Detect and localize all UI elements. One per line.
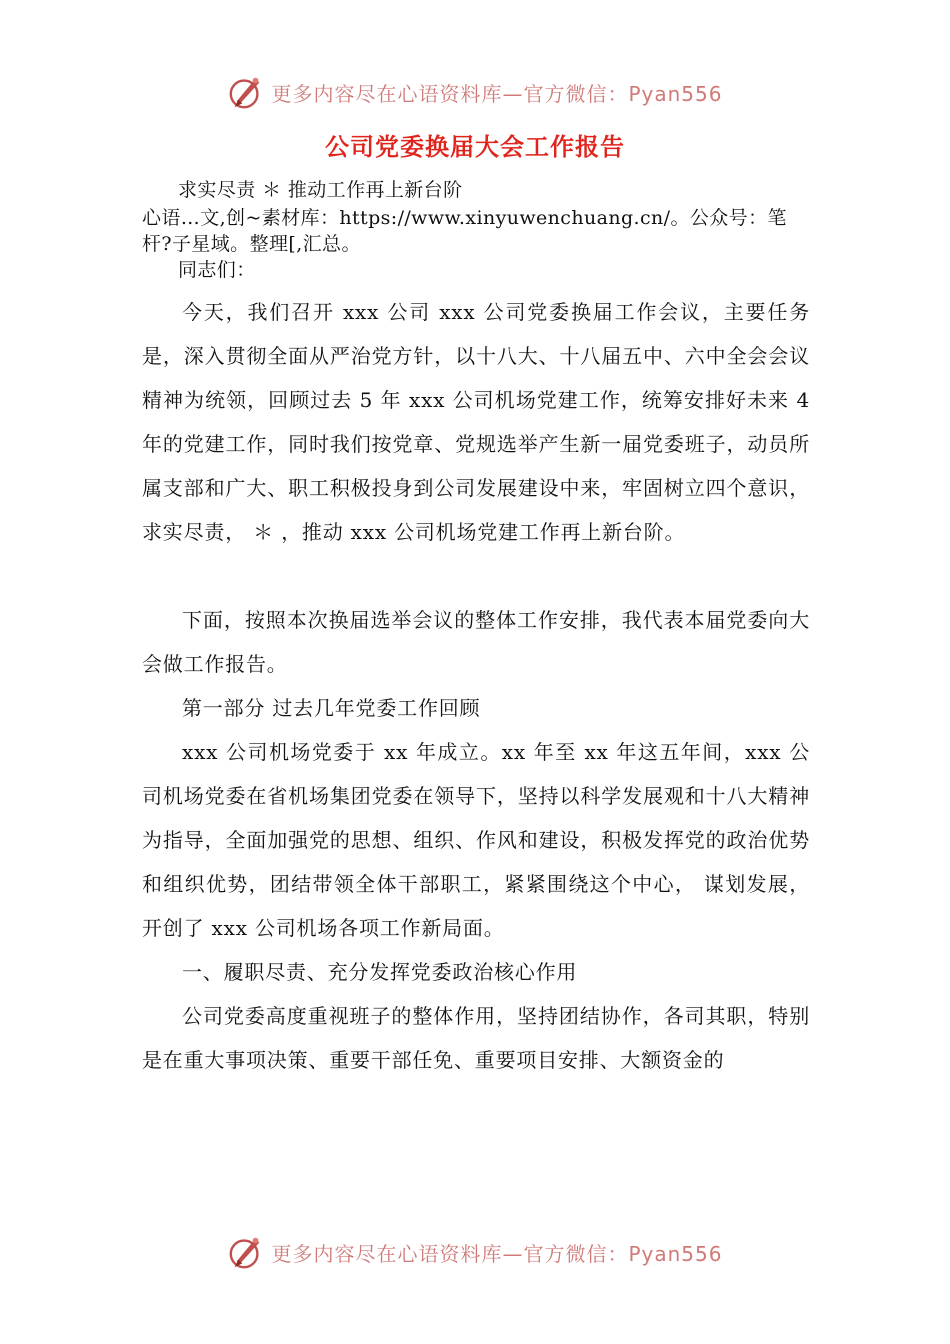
greeting: 同志们： [178,259,256,281]
watermark-banner-bottom [0,1228,950,1276]
section-heading-item-one: 一、履职尽责、充分发挥党委政治核心作用 [182,960,578,984]
watermark-text: 更多内容尽在心语资料库—官方微信：Pyan556 [271,81,723,106]
source-line-1: 心语…文,创~素材库：https://www.xinyuwenchuang.cn/。公众号：笔 [142,207,787,229]
section-heading-part-one: 第一部分 过去几年党委工作回顾 [182,696,481,720]
source-line-2: 杆?子星域。整理[,汇总。 [142,233,361,255]
watermark-text: 更多内容尽在心语资料库—官方微信：Pyan556 [271,1241,723,1266]
paragraph-review: xxx 公司机场党委于 xx 年成立。xx 年至 xx 年这五年间，xxx 公司机场党委在省机场集团党委在领导下，坚持以科学发展观和十八大精神为指导，全面加强党的思想、组织、作风和建设，积极发挥党的政治优势和组织优势，团结带领全体干部职工，紧紧围绕这个中心， 谋划发展，开创了 xxx 公司机场各项工作新局面。 [142,740,810,940]
watermark-banner-top [0,68,950,116]
quill-circle-logo-icon [227,1233,265,1271]
document-title: 公司党委换届大会工作报告 [325,133,625,161]
paragraph-team-role: 公司党委高度重视班子的整体作用，坚持团结协作，各司其职，特别是在重大事项决策、重要干部任免、重要项目安排、大额资金的 [142,1004,810,1072]
paragraph-intro: 今天，我们召开 xxx 公司 xxx 公司党委换届工作会议，主要任务是，深入贯彻全面从严治党方针，以十八大、十八届五中、六中全会会议精神为统领，回顾过去 5 年 xxx 公司机场党建工作，统筹安排好未来 4 年的党建工作，同时我们按党章、党规选举产生新一届党委班子，动员所属支部和广大、职工积极投身到公司发展建设中来，牢固树立四个意识，求实尽责， ＊ ，推动 xxx 公司机场党建工作再上新台阶。 [142,300,810,544]
document-subtitle: 求实尽责 ＊ 推动工作再上新台阶 [178,179,463,201]
paragraph-report-arrangement: 下面，按照本次换届选举会议的整体工作安排，我代表本届党委向大会做工作报告。 [142,608,810,676]
quill-circle-logo-icon [227,73,265,111]
